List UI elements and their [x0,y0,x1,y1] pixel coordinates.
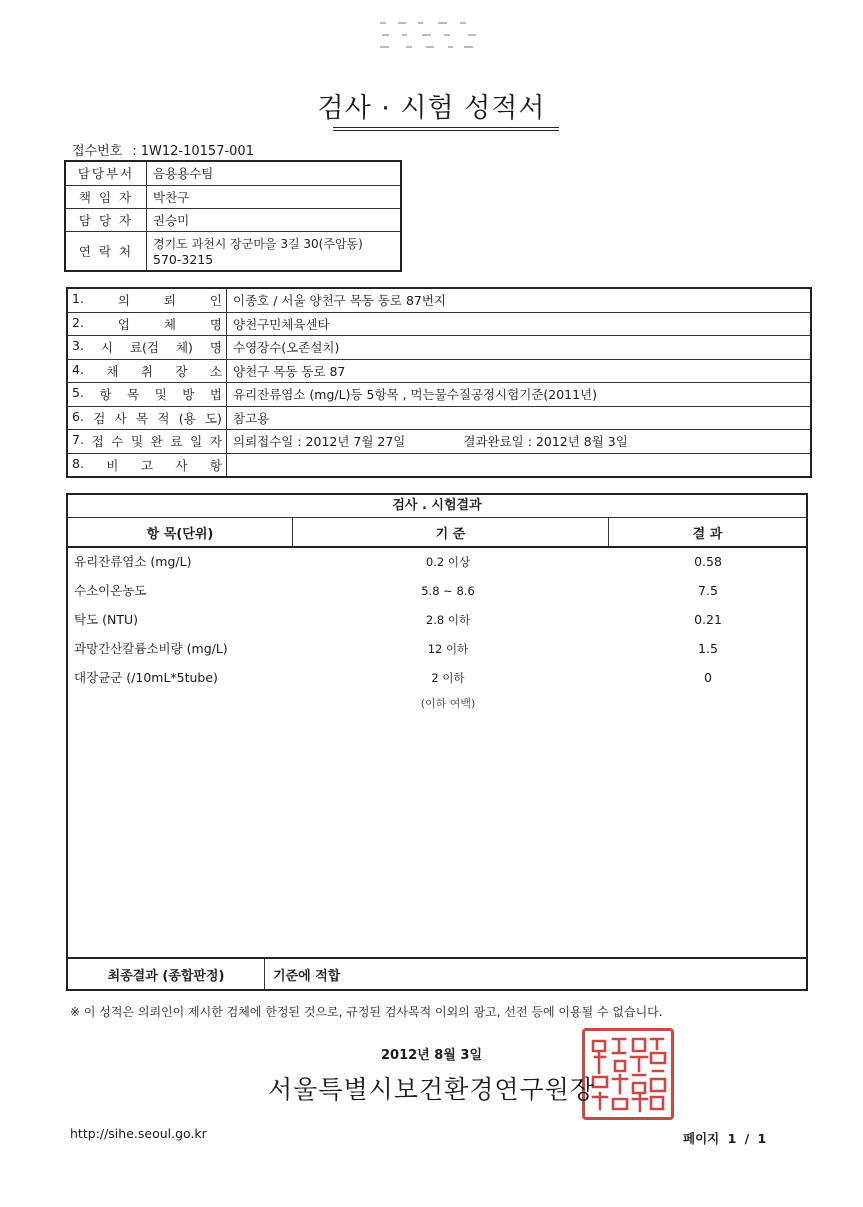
dept-label: 담당부서 [65,161,147,185]
scan-marks [378,20,488,56]
info-char: 채 [106,363,119,379]
info-char: 소 [209,363,222,379]
sampling-location-value: 양천구 목동 동로 87 [227,359,812,383]
info-num: 4. [72,361,84,377]
blank-note: (이하 여백) [420,697,476,710]
col-item: 항 목(단위) [68,518,293,546]
page-number: 페이지 1 / 1 [683,1131,767,1146]
completion-date: 결과완료일 : 2012년 8월 3일 [463,434,628,450]
info-char: 도) [204,410,222,426]
contact-value [147,231,402,271]
info-char: 목 [135,410,149,426]
contact-label: 연 락 처 [65,231,147,271]
info-char: 료(검 [129,340,159,356]
info-char: 검 [93,410,106,426]
method-value: 유리잔류염소 (mg/L)등 5항목 , 먹는물수질공정시험기준(2011년) [227,383,812,407]
info-char: 취 [140,363,153,379]
row-result: 7.5 [698,583,718,598]
title-underline [333,127,559,128]
receipt-label: 접수번호 [72,144,123,159]
info-char: 뢰 [163,293,176,309]
info-char: 항 [209,457,222,473]
row-result: 0 [704,670,712,685]
info-char: 적 [157,410,170,426]
info-char: 자 [209,434,222,450]
info-char: 비 [106,457,119,473]
results-columns [68,518,806,548]
info-num: 8. [72,455,84,471]
row-result: 0.21 [694,612,722,627]
info-char: 일 [190,434,203,450]
info-char: 명 [209,316,222,332]
row-standard: 0.2 이상 [425,555,471,569]
client-value: 이종호 / 서울 양천구 목동 동로 87번지 [227,288,812,312]
dept-value: 음용용수팀 [147,161,402,185]
info-char: 사 [114,410,127,426]
info-char: 시 [100,340,113,356]
info-char: 의 [117,293,130,309]
results-heading: 검사 . 시험결과 [68,495,806,518]
website-url: http://sihe.seoul.go.kr [70,1126,207,1141]
info-char: 체) [175,340,193,356]
results-table [66,493,808,991]
info-char: 장 [175,363,188,379]
row-item: 대장균군 (/10mL*5tube) [74,670,218,685]
info-row [67,336,811,360]
receipt-date: 의뢰접수일 : 2012년 7월 27일 [233,434,406,450]
receipt-value: : 1W12-10157-001 [132,144,254,159]
info-char: 목 [127,387,140,403]
receipt-number [72,140,254,159]
info-char: 및 [154,387,167,403]
info-num: 7. [72,432,84,448]
organization-name: 서울특별시보건환경연구원장 [268,1075,595,1104]
col-result: 결 과 [692,526,723,542]
row-standard: 12 이하 [427,642,469,656]
department-table [64,160,402,272]
contact-address: 경기도 과천시 장군마을 3길 30(주암동) [153,236,363,251]
final-result-row [68,957,806,989]
manager-label: 책 임 자 [65,185,147,208]
info-row [67,453,811,477]
row-item: 유리잔류염소 (mg/L) [74,554,192,569]
sample-value: 수영장수(오존설치) [227,336,812,360]
contact-phone: 570-3215 [153,251,214,267]
info-num: 5. [72,385,84,401]
title-underline-second [333,130,559,131]
row-item: 탁도 (NTU) [74,612,139,627]
info-char: 법 [209,387,222,403]
info-char: 체 [163,316,176,332]
remarks-value [227,453,812,477]
table-row [68,667,806,689]
dates-value [227,430,812,454]
row-result: 1.5 [698,641,718,656]
table-row [68,551,806,573]
info-char: 및 [131,434,144,450]
staff-value: 권승미 [147,208,402,231]
staff-label: 담 당 자 [65,208,147,231]
info-row [67,288,811,312]
info-num: 1. [72,291,84,307]
info-row [67,359,811,383]
document-title: 검사 · 시험 성적서 [317,93,546,124]
info-char: 료 [170,434,183,450]
row-standard: 2 이하 [431,671,465,685]
info-num: 3. [72,338,84,354]
table-row [68,638,806,660]
info-row [67,406,811,430]
purpose-value: 참고용 [227,406,812,430]
info-row [67,312,811,336]
issue-date: 2012년 8월 3일 [381,1048,482,1063]
info-char: 항 [99,387,112,403]
final-label: 최종결과 (종합판정) [68,959,265,989]
info-char: (용 [178,410,196,426]
disclaimer-note: ※ 이 성적은 의뢰인이 제시한 검체에 한정된 것으로, 규정된 검사목적 이외의 광고, 선전 등에 이용될 수 없습니다. [70,1005,663,1019]
info-char: 업 [117,316,130,332]
info-char: 완 [150,434,163,450]
company-value: 양천구민체육센타 [227,312,812,336]
info-char: 사 [175,457,188,473]
info-num: 2. [72,314,84,330]
info-row [67,430,811,454]
info-char: 인 [209,293,222,309]
info-char: 접 [91,434,104,450]
table-row [68,580,806,602]
info-char: 수 [111,434,124,450]
row-result: 0.58 [694,554,722,569]
row-item: 수소이온농도 [74,583,147,598]
info-table [66,287,812,478]
info-num: 6. [72,408,84,424]
info-row [67,383,811,407]
info-char: 방 [182,387,195,403]
info-char: 명 [209,340,222,356]
final-value: 기준에 적합 [273,968,341,984]
table-row [68,609,806,631]
row-standard: 5.8 ~ 8.6 [421,584,475,598]
row-standard: 2.8 이하 [425,613,471,627]
row-item: 과망간산칼륨소비량 (mg/L) [74,641,228,656]
info-char: 고 [140,457,153,473]
manager-value: 박찬구 [147,185,402,208]
col-standard: 기 준 [293,518,609,546]
